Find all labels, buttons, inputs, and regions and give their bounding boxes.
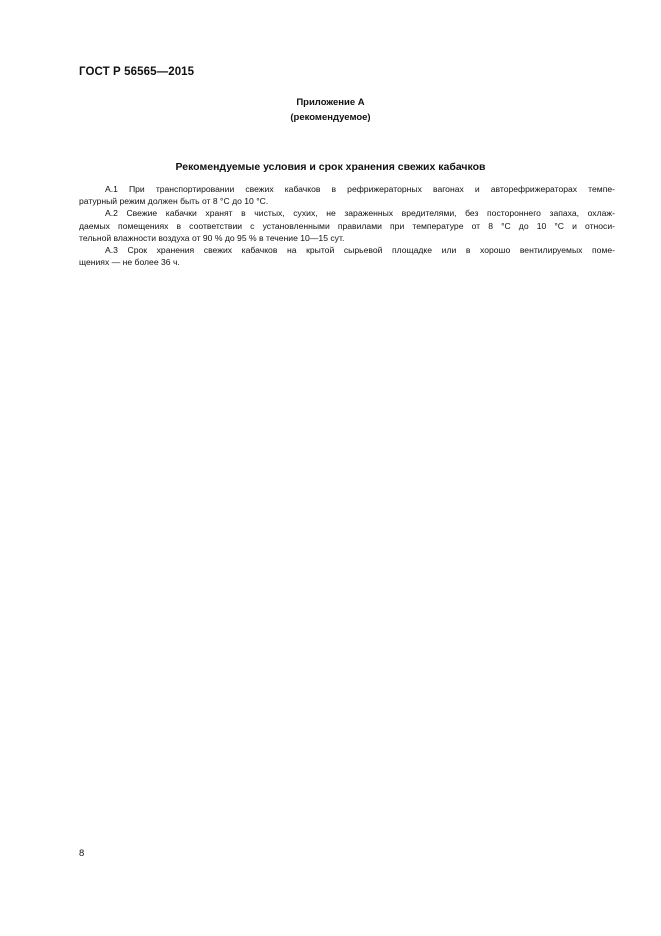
paragraph-line: ратурный режим должен быть от 8 °С до 10 °С. xyxy=(79,196,269,207)
standard-code: ГОСТ Р 56565—2015 xyxy=(79,66,195,78)
section-heading: Рекомендуемые условия и срок хранения свежих кабачков xyxy=(175,161,486,173)
paragraph-a3 xyxy=(79,244,615,268)
annex-title: Приложение А xyxy=(296,97,365,108)
annex-status: (рекомендуемое) xyxy=(290,112,371,123)
paragraph-line: А.2 Свежие кабачки хранят в чистых, сухих, не зараженных вредителями, без постороннего запаха, охлаж- xyxy=(105,208,615,219)
paragraph-line: тельной влажности воздуха от 90 % до 95 % в течение 10—15 сут. xyxy=(79,232,345,243)
paragraph-line: щениях — не более 36 ч. xyxy=(79,257,180,268)
paragraph-line: А.1 При транспортировании свежих кабачков в рефрижераторных вагонах и авторефрижераторах темпе- xyxy=(105,184,615,194)
paragraph-line: даемых помещениях в соответствии с установленными правилами при температуре от 8 °С до 10 °С и относи- xyxy=(79,220,615,231)
document-body xyxy=(79,183,615,268)
paragraph-a2 xyxy=(79,207,615,244)
paragraph-line: А.3 Срок хранения свежих кабачков на крытой сырьевой площадке или в хорошо вентилируемых поме- xyxy=(105,245,615,256)
page-number: 8 xyxy=(79,848,85,859)
paragraph-a1 xyxy=(79,183,615,207)
